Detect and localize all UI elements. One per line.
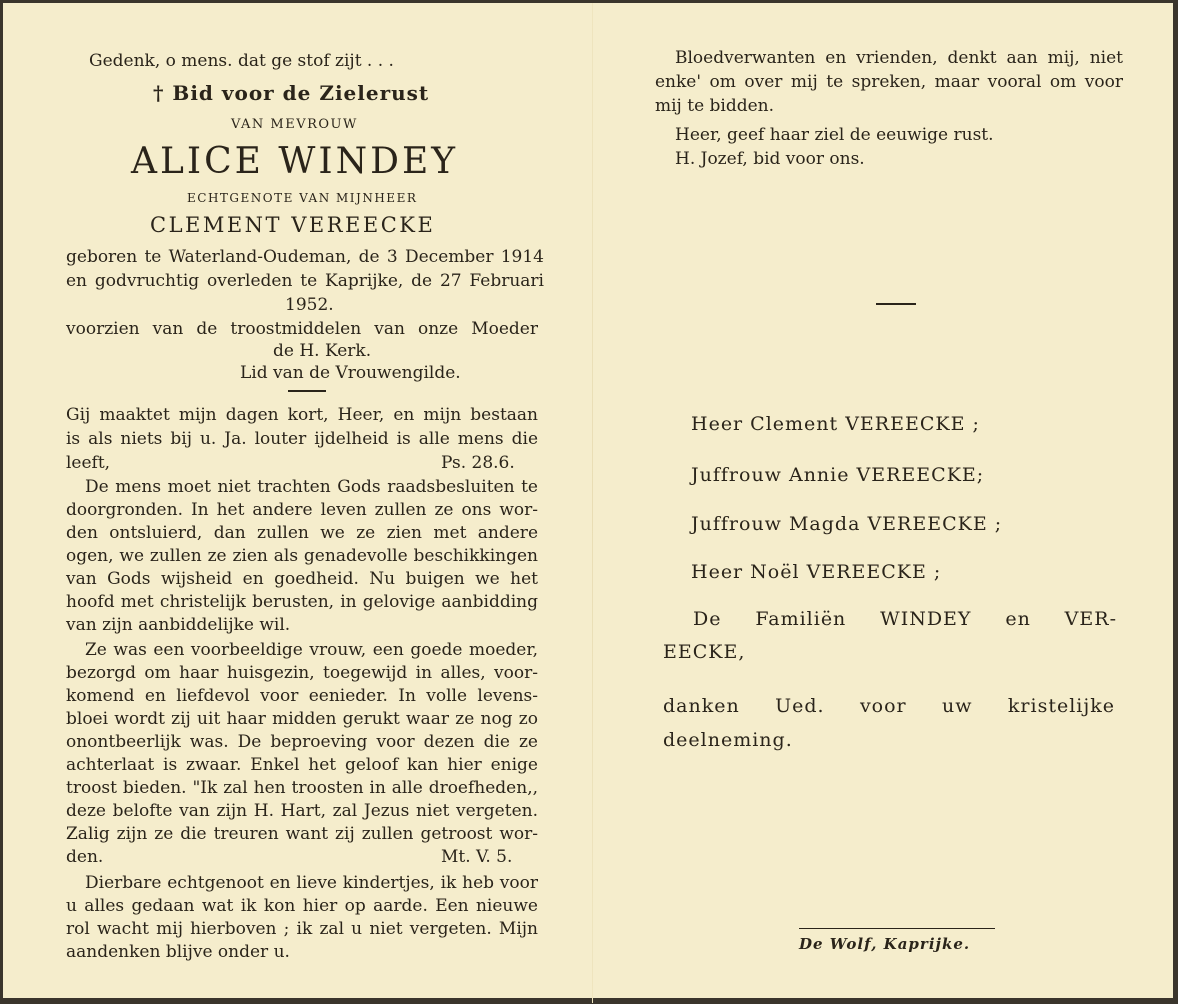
para2-line: van Gods wijsheid en goedheid. Nu buigen we het	[66, 569, 538, 589]
para4-line: u alles gedaan wat ik kon hier op aarde. Een nieuwe	[66, 896, 538, 916]
prayer-line: H. Jozef, bid voor ons.	[675, 149, 865, 169]
family-member: Heer Clement VEREECKE ;	[691, 413, 980, 435]
intro-line: Bloedverwanten en vrienden, denkt aan mij, niet	[675, 48, 1123, 68]
deceased-name: ALICE WINDEY	[131, 141, 459, 182]
opening-line: Gedenk, o mens. dat ge stof zijt . . .	[89, 51, 394, 71]
para3-line: troost bieden. "Ik zal hen troosten in alle droefheden,,	[66, 778, 538, 798]
families-line: De Familiën WINDEY en VER-	[693, 608, 1117, 630]
para1-line: is als niets bij u. Ja. louter ijdelheid is alle mens die	[66, 429, 538, 449]
para3-line: deze belofte van zijn H. Hart, zal Jezus niet vergeten.	[66, 801, 538, 821]
para1-line: Gij maaktet mijn dagen kort, Heer, en mijn bestaan	[66, 405, 538, 425]
van-mevrouw: VAN MEVROUW	[231, 117, 358, 132]
para2-line: hoofd met christelijk berusten, in gelovige aanbidding	[66, 592, 538, 612]
para3-line: bezorgd om haar huisgezin, toegewijd in alles, voor-	[66, 663, 538, 683]
center-fold	[592, 3, 593, 1003]
thanks-line: danken Ued. voor uw kristelijke	[663, 695, 1115, 717]
provided-line-1: voorzien van de troostmiddelen van onze Moeder	[66, 319, 538, 339]
para4-line: rol wacht mij hierboven ; ik zal u niet vergeten. Mijn	[66, 919, 538, 939]
para3-line: onontbeerlijk was. De beproeving voor dezen die ze	[66, 732, 538, 752]
para2-line: ogen, we zullen ze zien als genadevolle beschikkingen	[66, 546, 538, 566]
guild-line: Lid van de Vrouwengilde.	[240, 363, 461, 383]
scripture-ref: Mt. V. 5.	[441, 847, 513, 867]
scripture-ref: Ps. 28.6.	[441, 453, 515, 473]
thanks-line: deelneming.	[663, 729, 793, 751]
para2-line: van zijn aanbiddelijke wil.	[66, 615, 291, 635]
para3-line: achterlaat is zwaar. Enkel het geloof kan hier enige	[66, 755, 538, 775]
spouse-name: CLEMENT VEREECKE	[150, 213, 436, 237]
para3-line: Ze was een voorbeeldige vrouw, een goede moeder,	[85, 640, 538, 660]
died-line: en godvruchtig overleden te Kaprijke, de 27 Februari	[66, 271, 544, 291]
born-line: geboren te Waterland-Oudeman, de 3 December 1914	[66, 247, 544, 267]
para4-line: aandenken blijve onder u.	[66, 942, 290, 962]
spouse-label: ECHTGENOTE VAN MIJNHEER	[187, 191, 418, 205]
prayer-line: Heer, geef haar ziel de eeuwige rust.	[675, 125, 994, 145]
para3-line: Zalig zijn ze die treuren want zij zullen getroost wor-	[66, 824, 538, 844]
para2-line: den ontsluierd, dan zullen we ze zien met andere	[66, 523, 538, 543]
prayer-heading: † Bid voor de Zielerust	[153, 81, 430, 105]
intro-line: mij te bidden.	[655, 96, 775, 116]
para3-line: bloei wordt zij uit haar midden gerukt waar ze nog zo	[66, 709, 538, 729]
divider	[288, 390, 326, 392]
printer-mark: De Wolf, Kaprijke.	[799, 935, 971, 953]
died-year: 1952.	[285, 295, 334, 315]
para1-line: leeft,	[66, 453, 111, 473]
provided-line-2: de H. Kerk.	[273, 341, 372, 361]
para3-line: den.	[66, 847, 104, 867]
family-member: Juffrouw Magda VEREECKE ;	[691, 513, 1003, 535]
printer-rule	[799, 928, 995, 929]
intro-line: enke' om over mij te spreken, maar vooral om voor	[655, 72, 1123, 92]
para4-line: Dierbare echtgenoot en lieve kindertjes, ik heb voor	[85, 873, 538, 893]
family-member: Heer Noël VEREECKE ;	[691, 561, 942, 583]
families-line: EECKE,	[663, 641, 746, 663]
para2-line: De mens moet niet trachten Gods raadsbesluiten te	[85, 477, 538, 497]
para2-line: doorgronden. In het andere leven zullen ze ons wor-	[66, 500, 538, 520]
divider	[876, 303, 916, 305]
family-member: Juffrouw Annie VEREECKE;	[691, 464, 985, 486]
para3-line: komend en liefdevol voor eenieder. In volle levens-	[66, 686, 538, 706]
